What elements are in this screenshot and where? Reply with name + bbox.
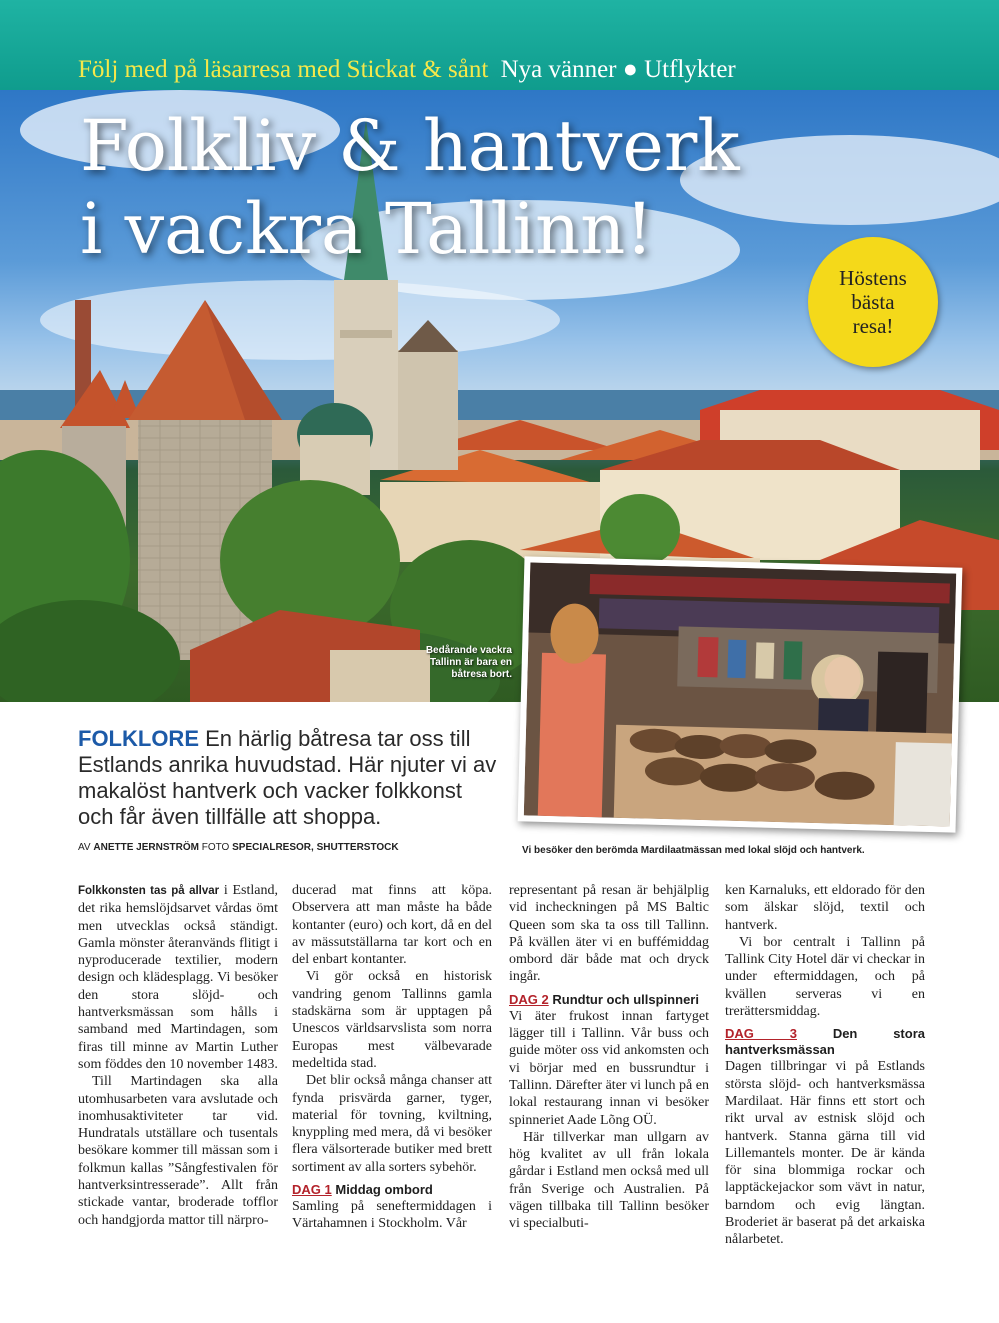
title-line-1: Folkliv & hantverk [80, 105, 740, 187]
badge-line-2: bästa [851, 290, 895, 314]
paragraph: Det blir också många chanser att fynda prisvärda garner, tyger, material för tovning, kviltning, knyppling med mera, då vi besöker flera välsorterade butiker med brett sortiment av alla sorters sybehör. [292, 1073, 492, 1175]
kicker-tags: Nya vänner ● Utflykter [500, 56, 736, 83]
paragraph: ken Karnaluks, ett eldorado för den som älskar slöjd, textil och hantverk. [725, 883, 925, 933]
paragraph: Vi äter frukost innan fartyget lägger till i Tallinn. Vår buss och guide möter oss vid ankomsten och vi börjar med en bussrundtur i Tallinn. Därefter äter vi lunch på en lokal restaurang innan vi besöker spinneriet Aade Lõng OÜ. [509, 1008, 709, 1128]
day-1-title: Middag ombord [335, 1182, 433, 1198]
inset-photo-caption: Vi besöker den berömda Mardilaatmässan med lokal slöjd och hantverk. [522, 845, 865, 856]
paragraph: representant på resan är behjälplig vid incheckningen på MS Baltic Queen som ska ta oss till Tallinn. På kvällen äter vi en buffémiddag ombord där både mat och dryck ingår. [509, 883, 709, 985]
article-column-2 [292, 882, 492, 1233]
day-3-title: Den stora hantverksmässan [725, 1026, 925, 1058]
day-1-label: DAG 1 [292, 1182, 332, 1198]
day-1-heading [292, 1182, 492, 1198]
article-column-3 [509, 882, 709, 1233]
badge-line-3: resa! [852, 314, 894, 338]
inset-photo-market [518, 556, 963, 832]
hero-photo-caption: Bedårande vackra Tallinn är bara en båtresa bort. [425, 645, 512, 680]
paragraph-text: i Estland, det rika hemslöjdsarvet vårdas ömt men utvecklas också ständigt. Gamla mönster återanvänds flitigt i nyproducerade textilier, modern design och klädesplagg. Vi besöker den stora slöjd- och hantverksmässan som hålls i samband med Martindagen, som firas till minne av Martin Luther som föddes den 10 november 1483. [78, 883, 278, 1072]
intro-lede [78, 726, 498, 830]
runin-heading: Folkkonsten tas på allvar [78, 885, 220, 897]
byline-photo-label: FOTO [201, 842, 230, 853]
craft-market-illustration [524, 562, 956, 826]
intro-label: FOLKLORE [78, 726, 199, 751]
paragraph: Dagen tillbringar vi på Estlands största slöjd- och hantverksmässa Mardilaat. Här finns ett stort och rikt urval av estnisk slöjd och hantverk. Stanna gärna till vid Lillemantels monter. De är kända för sina blommiga rockar och lapptäckejackor som vävt in natur, barndom och evig längtan. Broderiet är baserat på det arkaiska nålarbetet. [725, 1059, 925, 1248]
paragraph: Vi gör också en historisk vandring genom Tallinns gamla stadskärna som är upptagen på Unescos världsarvslista som norra Europas mest välbevarade medeltida stad. [292, 969, 492, 1071]
byline-photo: SPECIALRESOR, SHUTTERSTOCK [232, 842, 399, 853]
article-column-1 [78, 882, 278, 1229]
byline-by: AV [78, 842, 91, 853]
byline [78, 842, 399, 853]
badge-line-1: Höstens [839, 266, 907, 290]
byline-author: ANETTE JERNSTRÖM [93, 842, 199, 853]
kicker-line [78, 56, 958, 84]
paragraph: Samling på seneftermiddagen i Värtahamnen i Stockholm. Vår [292, 1199, 492, 1232]
title-line-2: i vackra Tallinn! [80, 188, 654, 270]
page-title [80, 105, 740, 271]
day-3-heading [725, 1026, 925, 1058]
promo-badge [808, 237, 938, 367]
day-2-heading [509, 992, 709, 1008]
day-3-label: DAG 3 [725, 1026, 797, 1042]
day-2-label: DAG 2 [509, 991, 549, 1007]
intro-text: En härlig båtresa tar oss till Estlands anrika huvudstad. Här njuter vi av makalöst hantverk och vacker folkkonst och får även tillfälle att shoppa. [78, 726, 497, 829]
day-2-title: Rundtur och ullspinneri [552, 991, 699, 1007]
paragraph: Här tillverkar man ullgarn av hög kvalitet av ull från lokala gårdar i Estland men också med ull från Sverige och Australien. På vägen tillbaka till Tallinn besöker vi specialbuti- [509, 1129, 709, 1232]
paragraph: Vi bor centralt i Tallinn på Tallink City Hotel där vi checkar in under eftermiddagen, och på kvällen serveras vi en trerättersmiddag. [725, 934, 925, 1020]
article-column-4 [725, 882, 925, 1249]
kicker-lead: Följ med på läsarresa med Stickat & sånt [78, 56, 489, 83]
paragraph: Till Martindagen ska alla utomhusarbeten vara avslutade och inomhusaktiviteter tar vid. Hundratals utställare och tusentals besökare kommer till mässan som i folkmun kallas ”Sångfestivalen för hantverksintresserade”. Allt från stickade vantar, broderade tofflor och handgjorda mattor till närpro- [78, 1074, 278, 1228]
paragraph: ducerad mat finns att köpa. Observera att man måste ha både kontanter (euro) och kort, då en del av mässutställarna tar kort och en del enbart kontanter. [292, 883, 492, 968]
paragraph [78, 882, 278, 1073]
